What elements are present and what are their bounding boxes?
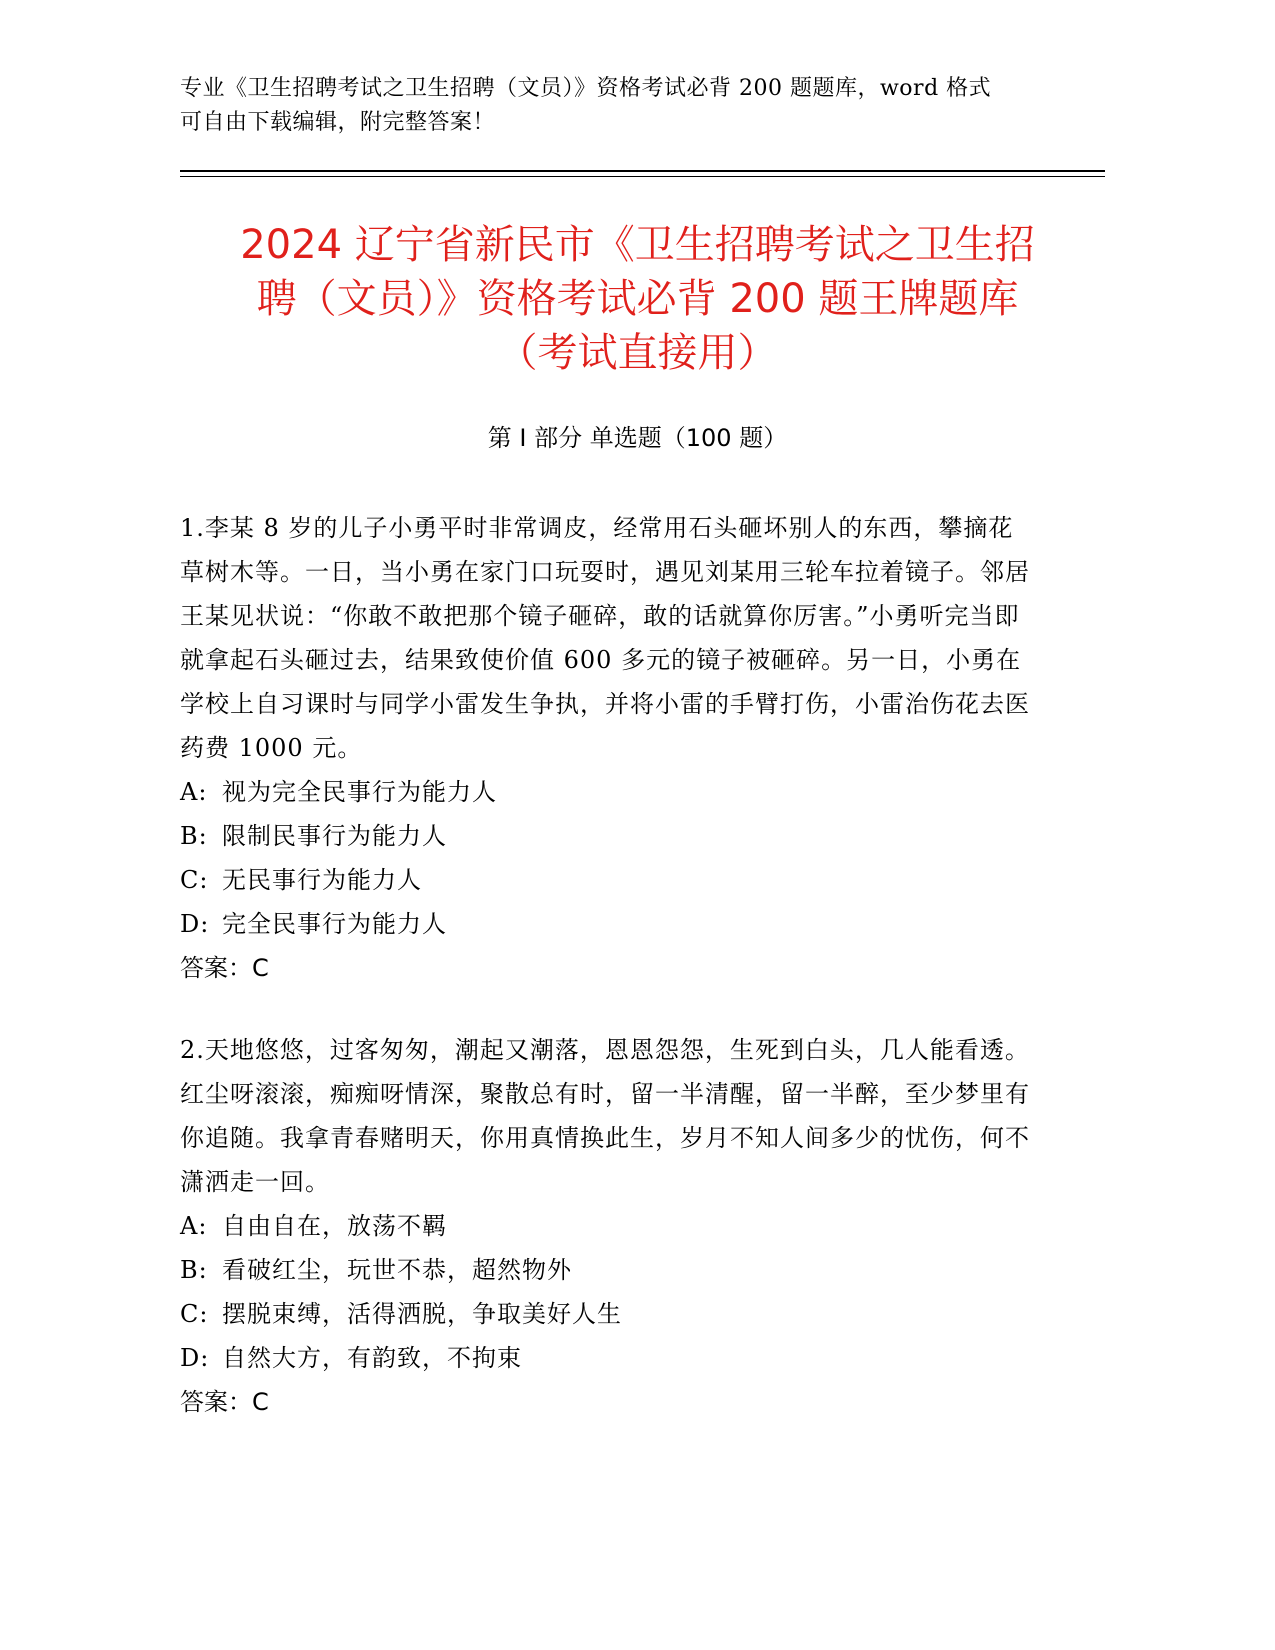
question-1 [180,506,1030,990]
option-letter: D: [180,910,210,938]
header-rule-thick [180,170,1105,172]
question-stem: 2.天地悠悠，过客匆匆，潮起又潮落，恩恩怨怨，生死到白头，几人能看透。红尘呀滚滚，痴痴呀情深，聚散总有时，留一半清醒，留一半醉，至少梦里有你追随。我拿青春赌明天，你用真情换此生，岁月不知人间多少的忧伤，何不潇洒走一回。 [180,1036,1030,1196]
header-note-line-1: 专业《卫生招聘考试之卫生招聘（文员）》资格考试必背 200 题题库，word 格式 [180,76,992,101]
option-text: 自然大方，有韵致，不拘束 [222,1344,522,1372]
option-c [180,858,1030,902]
option-list [180,1204,1030,1380]
option-text: 限制民事行为能力人 [222,822,447,850]
option-letter: A: [180,778,208,806]
option-text: 无民事行为能力人 [222,866,422,894]
option-a [180,1204,1030,1248]
option-a [180,770,1030,814]
question-stem: 1.李某 8 岁的儿子小勇平时非常调皮，经常用石头砸坏别人的东西，攀摘花草树木等。一日，当小勇在家门口玩耍时，遇见刘某用三轮车拉着镜子。邻居王某见状说：“你敢不敢把那个镜子砸碎，敢的话就算你厉害。”小勇听完当即就拿起石头砸过去，结果致使价值 600 多元的镜子被砸碎。另一日，小勇在学校上自习课时与同学小雷发生争执，并将小雷的手臂打伤，小雷治伤花去医药费 1000 元。 [180,514,1030,762]
document-title [150,218,1125,380]
option-text: 摆脱束缚，活得洒脱，争取美好人生 [222,1300,622,1328]
header-rule-thin [180,176,1105,177]
header-note [180,72,1080,140]
option-text: 完全民事行为能力人 [222,910,447,938]
option-text: 看破红尘，玩世不恭，超然物外 [222,1256,572,1284]
answer-line: 答案：C [180,954,269,982]
document-title-line-1: 2024 辽宁省新民市《卫生招聘考试之卫生招 [240,222,1035,268]
answer-line: 答案：C [180,1388,269,1416]
option-d [180,1336,1030,1380]
option-letter: B: [180,1256,208,1284]
document-title-line-2: 聘（文员）》资格考试必背 200 题王牌题库 [256,276,1019,322]
option-c [180,1292,1030,1336]
option-b [180,814,1030,858]
section-heading: 第 I 部分 单选题（100 题） [487,424,788,452]
option-d [180,902,1030,946]
option-letter: A: [180,1212,208,1240]
header-note-line-2: 可自由下载编辑，附完整答案！ [180,110,496,135]
option-letter: C: [180,1300,209,1328]
option-text: 自由自在，放荡不羁 [222,1212,447,1240]
option-letter: D: [180,1344,210,1372]
document-title-line-3: （考试直接用） [497,330,778,376]
option-letter: C: [180,866,209,894]
option-list [180,770,1030,946]
question-2 [180,1028,1030,1424]
option-text: 视为完全民事行为能力人 [222,778,497,806]
option-b [180,1248,1030,1292]
option-letter: B: [180,822,208,850]
